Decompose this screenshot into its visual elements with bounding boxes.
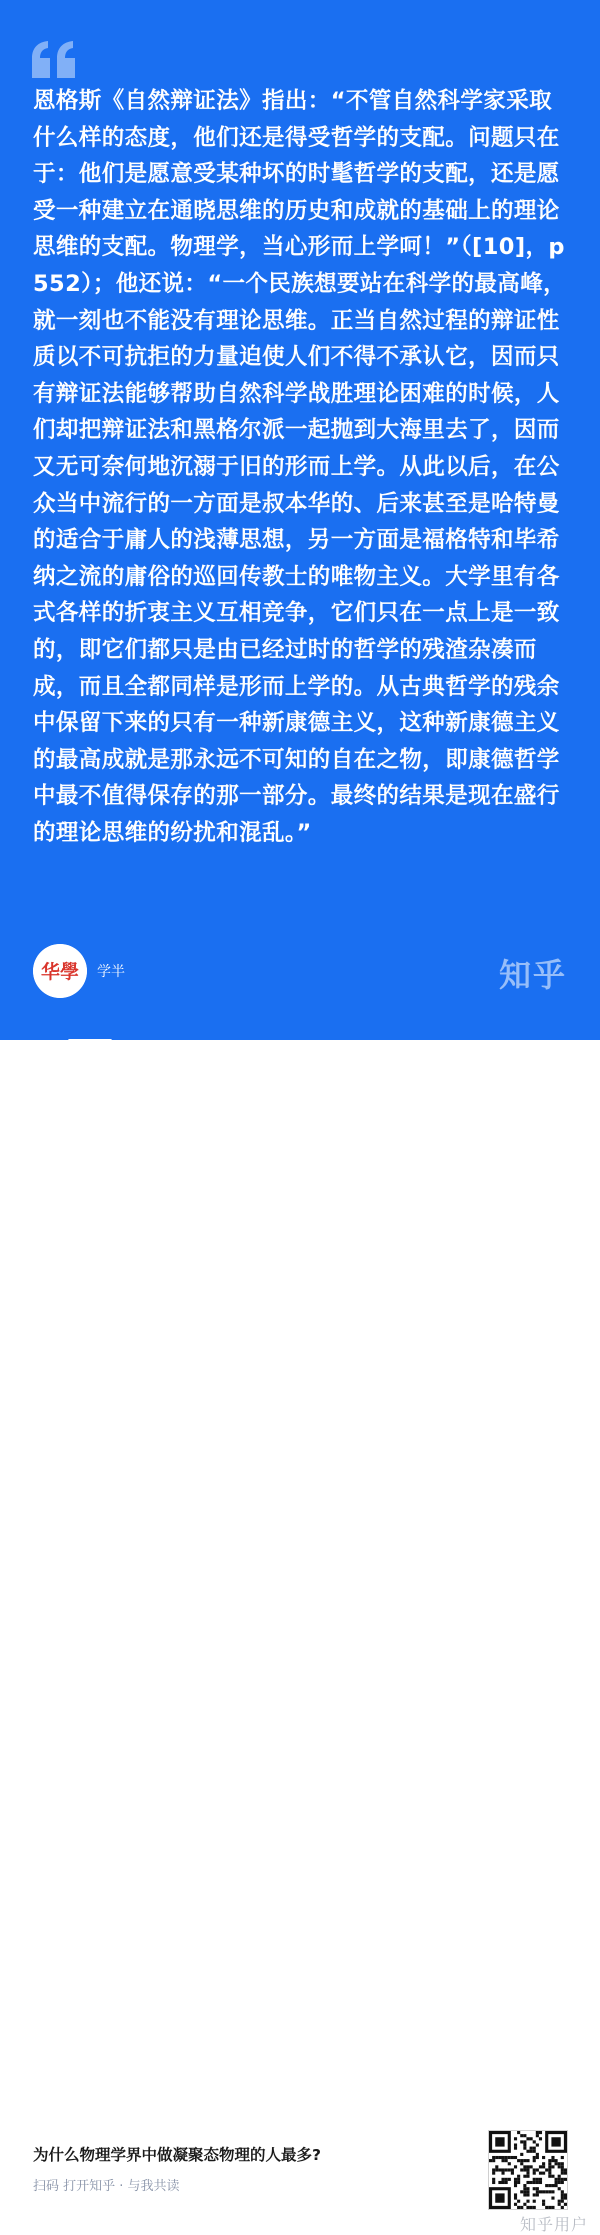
quote-text: 恩格斯《自然辩证法》指出：“不管自然科学家采取什么样的态度，他们还是得受哲学的支配。问题只在于：他们是愿意受某种坏的时髦哲学的支配，还是愿受一种建立在通晓思维的历史和成就的基础上的理论思维的支配。物理学，当心形而上学呵！”（[10]，p552）；他还说：“一个民族想要站在科学的最高峰，就一刻也不能没有理论思维。正当自然过程的辩证性质以不可抗拒的力量迫使人们不得不承认它，因而只有辩证法能够帮助自然科学战胜理论困难的时候，人们却把辩证法和黑格尔派一起抛到大海里去了，因而又无可奈何地沉溺于旧的形而上学。从此以后，在公众当中流行的一方面是叔本华的、后来甚至是哈特曼的适合于庸人的浅薄思想，另一方面是福格特和毕希纳之流的庸俗的巡回传教士的唯物主义。大学里有各式各样的折衷主义互相竞争，它们只在一点上是一致的，即它们都只是由已经过时的哲学的残渣杂凑而成，而且全都同样是形而上学的。从古典哲学的残余中保留下来的只有一种新康德主义，这种新康德主义的最高成就是那永远不可知的自在之物，即康德哲学中最不值得保存的那一部分。最终的结果是现在盛行的理论思维的纷扰和混乱。”: [33, 88, 567, 846]
open-zhihu-hint: 扫码 打开知乎 · 与我共读: [33, 2179, 180, 2194]
author-info[interactable]: [33, 944, 125, 998]
quote-card: [0, 0, 600, 1040]
avatar[interactable]: [33, 944, 87, 998]
author-name[interactable]: 学半: [97, 964, 125, 980]
avatar-seal-text: 华學: [40, 961, 80, 983]
share-footer: [0, 1040, 600, 2234]
quote-icon: [30, 40, 78, 80]
watermark: 知乎用户: [519, 2215, 588, 2234]
seal-logo-icon: [33, 944, 87, 998]
question-title[interactable]: 为什么物理学界中做凝聚态物理的人最多?: [33, 2146, 321, 2164]
zhihu-logo: 知乎: [498, 956, 567, 994]
qr-code-icon: [488, 2130, 568, 2210]
